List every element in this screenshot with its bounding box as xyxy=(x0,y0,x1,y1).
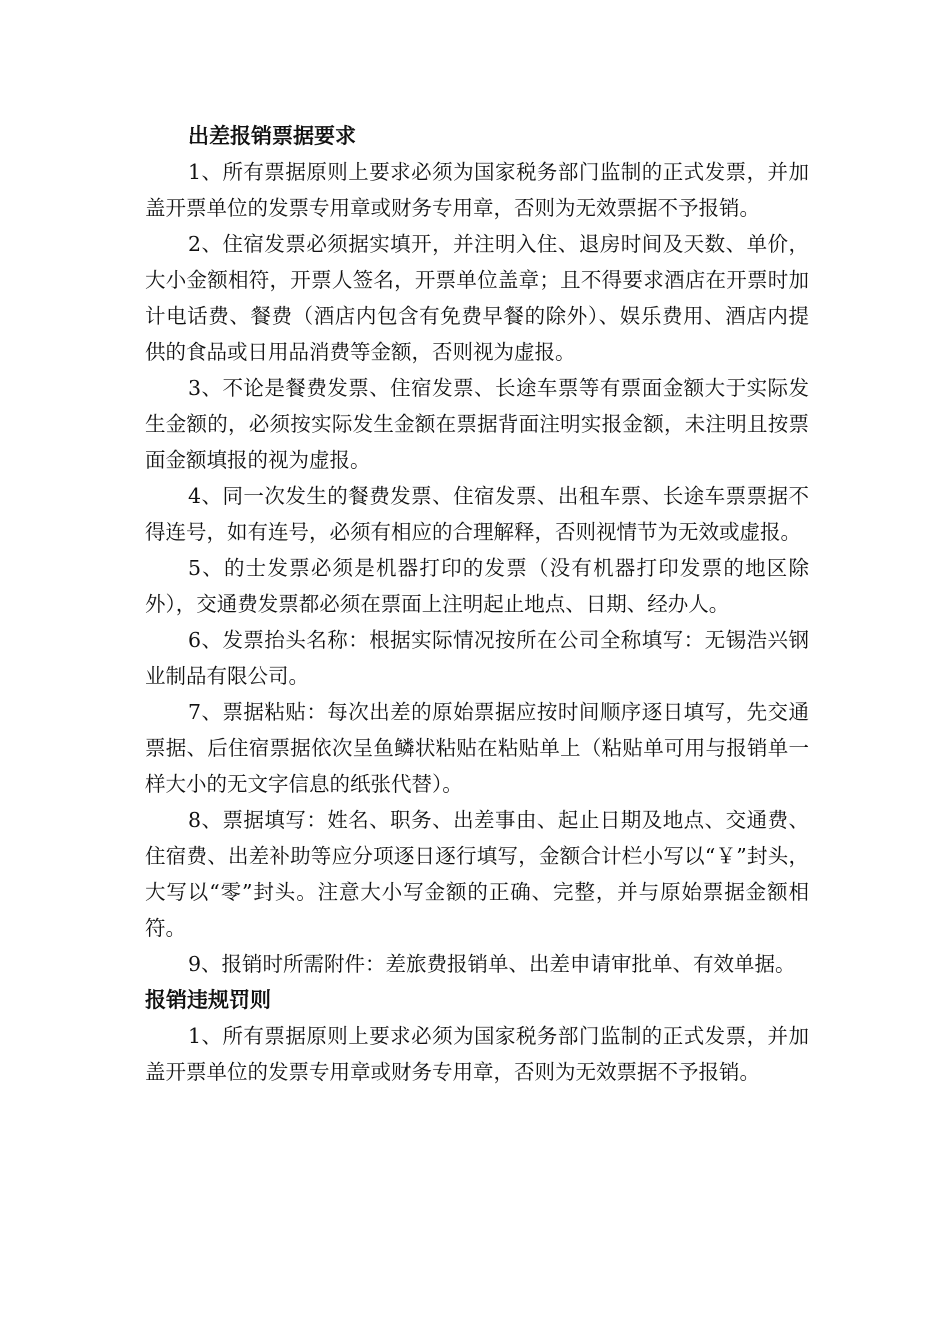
rule-paragraph-5: 5、的士发票必须是机器打印的发票（没有机器打印发票的地区除外），交通费发票都必须在票面上注明起止地点、日期、经办人。 xyxy=(145,556,809,616)
penalty-paragraph-1: 1、所有票据原则上要求必须为国家税务部门监制的正式发票，并加盖开票单位的发票专用章或财务专用章，否则为无效票据不予报销。 xyxy=(145,1024,809,1084)
rule-paragraph-4: 4、同一次发生的餐费发票、住宿发票、出租车票、长途车票票据不得连号，如有连号，必须有相应的合理解释，否则视情节为无效或虚报。 xyxy=(145,484,809,544)
section-title-violation-penalties: 报销违规罚则 xyxy=(145,987,271,1012)
rule-paragraph-8: 8、票据填写：姓名、职务、出差事由、起止日期及地点、交通费、住宿费、出差补助等应分项逐日逐行填写，金额合计栏小写以“￥”封头，大写以“零”封头。注意大小写金额的正确、完整，并与原始票据金额相符。 xyxy=(145,808,809,940)
rule-paragraph-9: 9、报销时所需附件：差旅费报销单、出差申请审批单、有效单据。 xyxy=(188,952,796,976)
rule-paragraph-7: 7、票据粘贴：每次出差的原始票据应按时间顺序逐日填写，先交通票据、后住宿票据依次呈鱼鳞状粘贴在粘贴单上（粘贴单可用与报销单一样大小的无文字信息的纸张代替）。 xyxy=(145,700,809,796)
rule-paragraph-6: 6、发票抬头名称：根据实际情况按所在公司全称填写：无锡浩兴钢业制品有限公司。 xyxy=(145,628,809,688)
rule-paragraph-1: 1、所有票据原则上要求必须为国家税务部门监制的正式发票，并加盖开票单位的发票专用章或财务专用章，否则为无效票据不予报销。 xyxy=(145,160,809,220)
rule-paragraph-3: 3、不论是餐费发票、住宿发票、长途车票等有票面金额大于实际发生金额的，必须按实际发生金额在票据背面注明实报金额，未注明且按票面金额填报的视为虚报。 xyxy=(145,376,809,472)
section-title-receipt-requirements: 出差报销票据要求 xyxy=(188,123,356,148)
document-page xyxy=(145,118,809,1090)
rule-paragraph-2: 2、住宿发票必须据实填开，并注明入住、退房时间及天数、单价，大小金额相符，开票人签名，开票单位盖章；且不得要求酒店在开票时加计电话费、餐费（酒店内包含有免费早餐的除外）、娱乐费用、酒店内提供的食品或日用品消费等金额，否则视为虚报。 xyxy=(145,232,809,364)
